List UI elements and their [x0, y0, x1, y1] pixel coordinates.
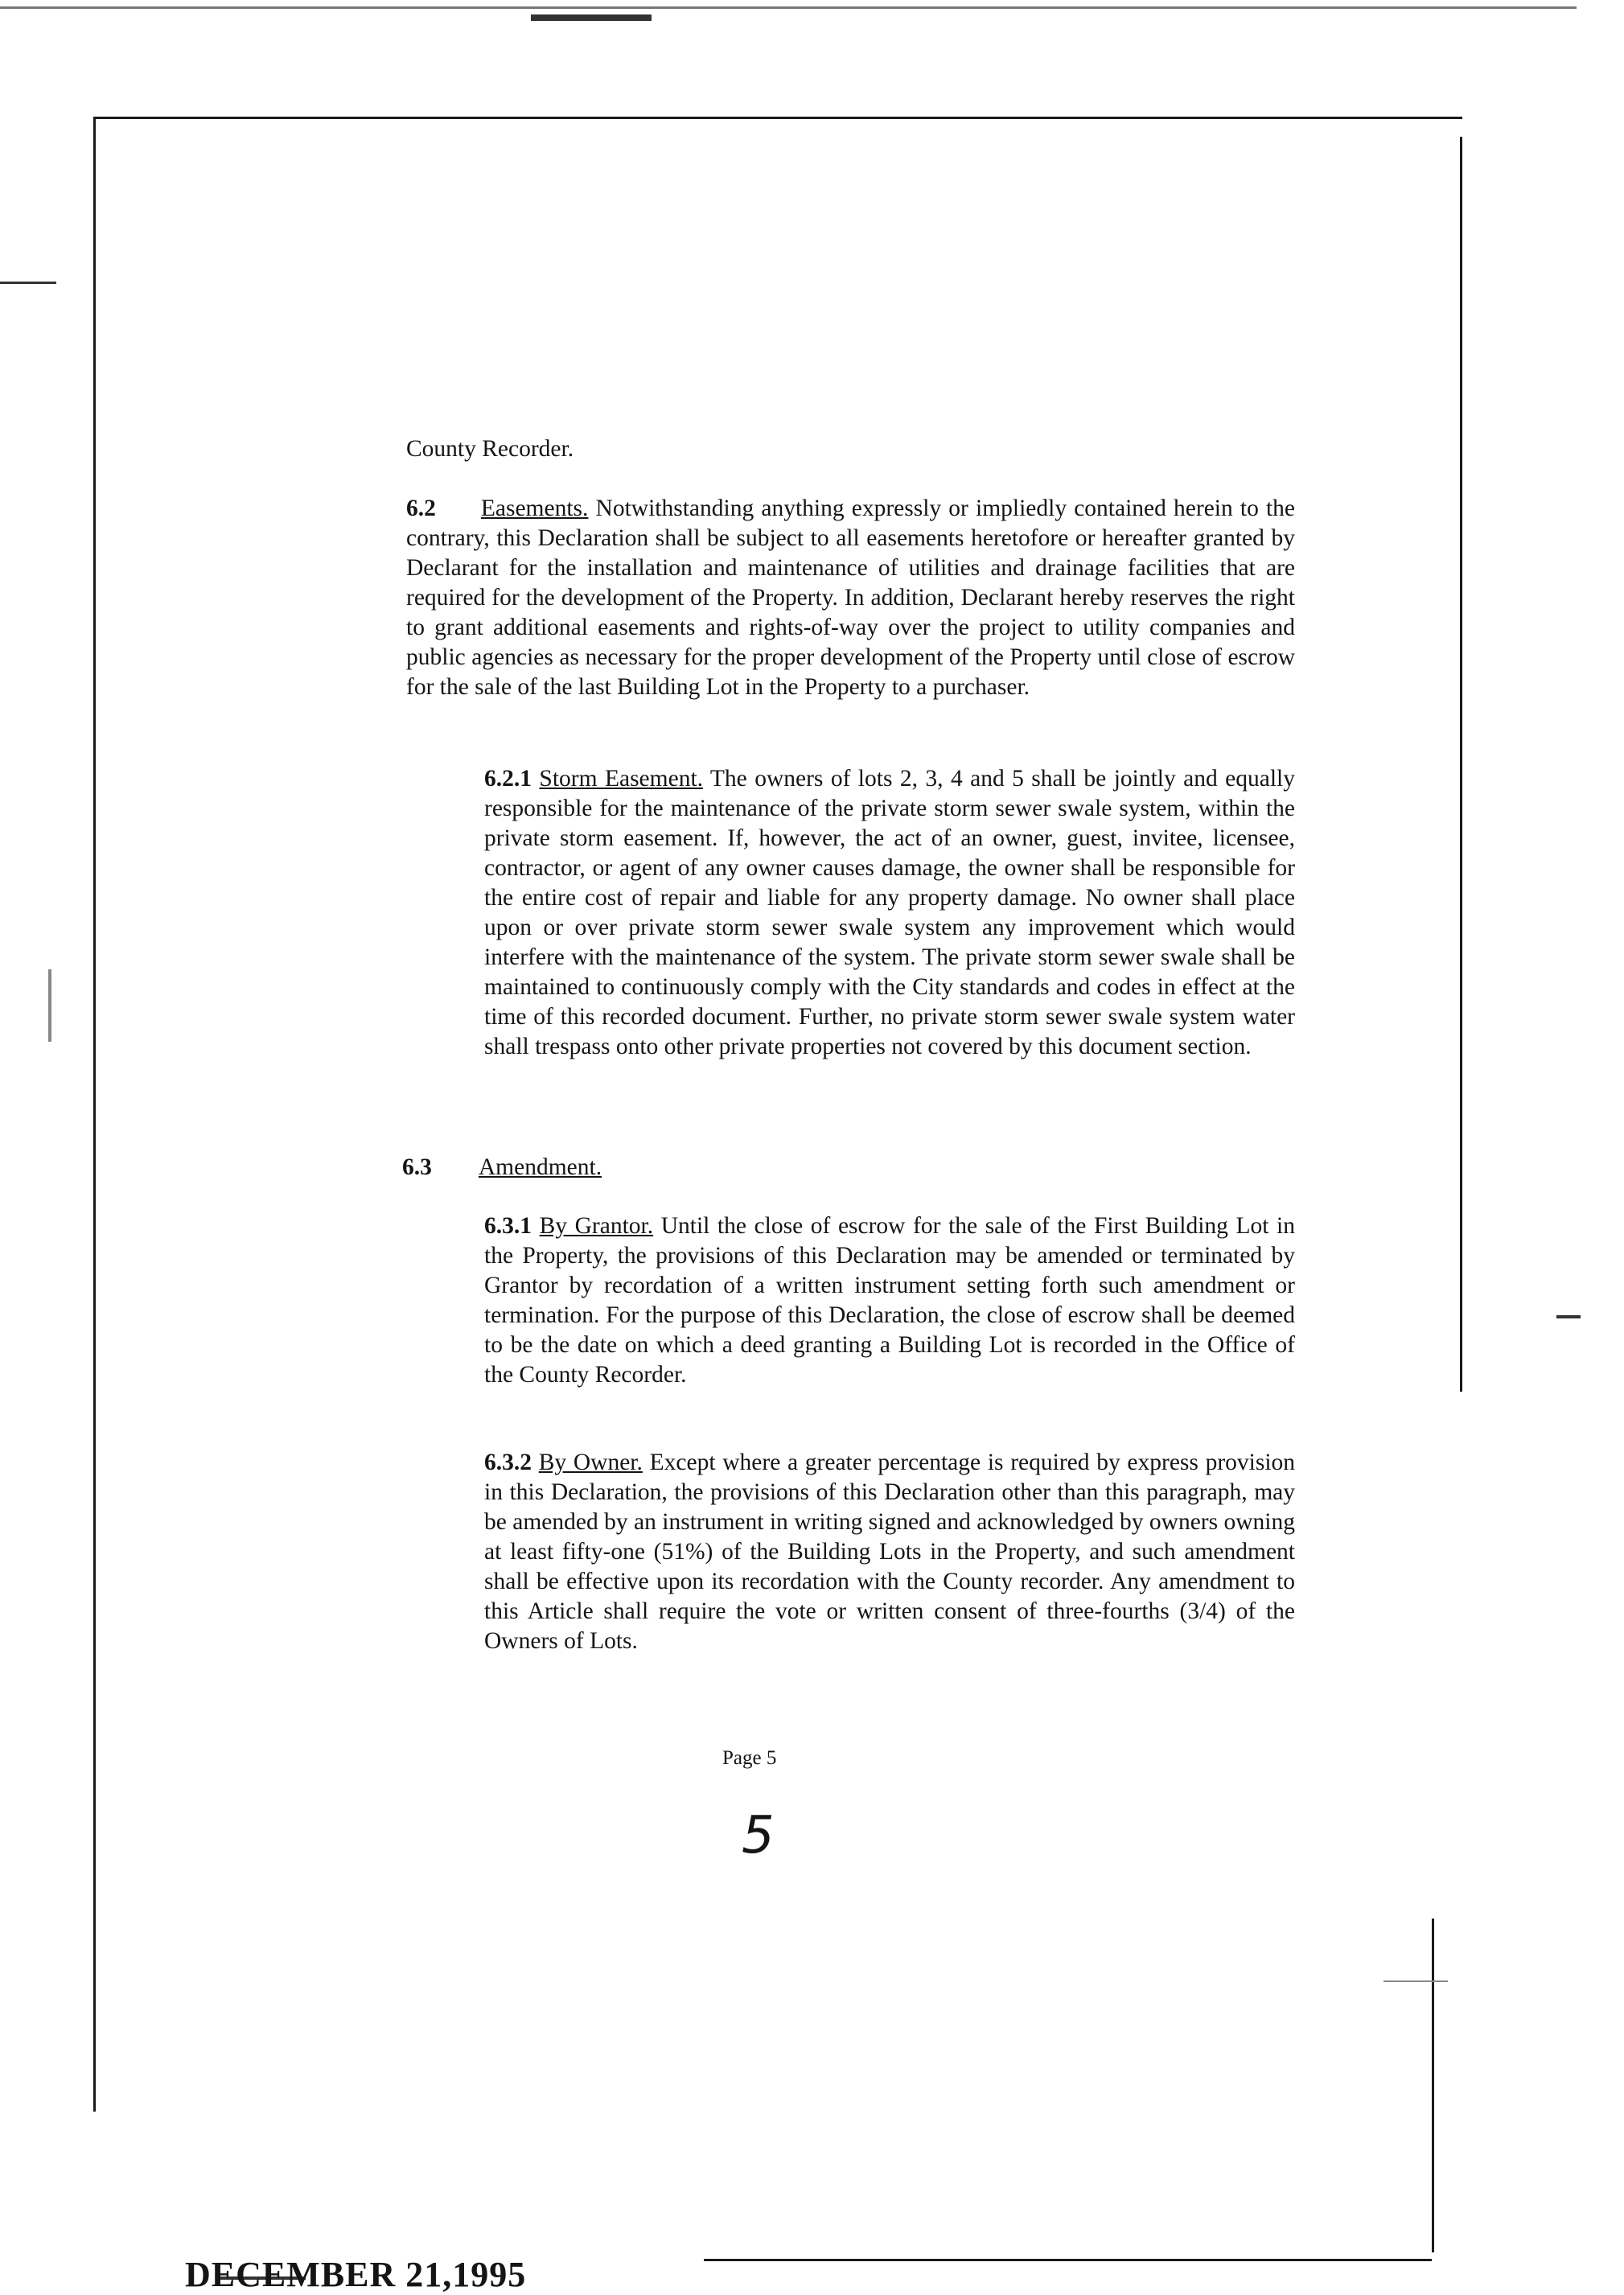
copy-artifact	[531, 14, 652, 21]
section-number: 6.3.2	[484, 1450, 532, 1475]
section-number: 6.3.1	[484, 1213, 532, 1239]
page-number-label: Page 5	[722, 1747, 777, 1769]
section-number: 6.2.1	[484, 766, 532, 792]
copy-artifact	[1383, 1980, 1448, 1982]
copy-artifact	[48, 969, 51, 1042]
bottom-rule	[704, 2259, 1432, 2261]
page-border-left	[93, 117, 96, 2112]
section-title: Easements.	[480, 496, 589, 521]
section-title: By Grantor.	[539, 1213, 654, 1239]
section-title: By Owner.	[538, 1450, 643, 1475]
section-6-3-heading	[402, 1153, 602, 1182]
page-border-right	[1460, 137, 1462, 1392]
copy-artifact	[0, 282, 56, 284]
handwritten-page-number: 5	[742, 1806, 775, 1865]
section-6-3-2	[484, 1448, 1295, 1656]
section-number: 6.2	[406, 496, 436, 521]
continuation-text: County Recorder.	[406, 436, 574, 462]
copy-artifact	[0, 6, 1577, 9]
section-6-2-1	[484, 764, 1295, 1062]
section-text: Except where a greater percentage is required by express provision in this Declaration, the provisions of this Declaration other than this paragraph, may be amended by an instrument in writing signed and acknowledged by owners owning at least fifty-one (51%) of the Building Lots in the Property, and such amendment shall be effective upon its recordation with the County recorder. Any amendment to this Article shall require the vote or written consent of three-fourths (3/4) of the Owners of Lots.	[484, 1450, 1296, 1654]
date-stamp: DECEMBER 21,1995	[185, 2255, 527, 2294]
section-number: 6.3	[402, 1154, 432, 1180]
page-border-right-lower	[1432, 1919, 1434, 2252]
section-6-3-1	[484, 1211, 1295, 1390]
section-text: Until the close of escrow for the sale of the First Building Lot in the Property, the provisions of this Declaration may be amended or terminated by Grantor by recordation of a written instrument setting forth such amendment or termination. For the purpose of this Declaration, the close of escrow shall be deemed to be the date on which a deed granting a Building Lot is recorded in the Office of the County Recorder.	[484, 1213, 1296, 1388]
section-6-2	[406, 494, 1295, 702]
section-title: Storm Easement.	[539, 766, 704, 792]
section-text: The owners of lots 2, 3, 4 and 5 shall be jointly and equally responsible for the maintenance of the private storm sewer swale system, within the private storm easement. If, however, the act of an owner, guest, invitee, licensee, contractor, or agent of any owner causes damage, the owner shall be responsible for the entire cost of repair and liable for any property damage. No owner shall place upon or over private storm sewer swale system any improvement which would interfere with the maintenance of the system. The private storm sewer swale shall be maintained to continuously comply with the City standards and codes in effect at the time of this recorded document. Further, no private storm sewer swale system water shall trespass onto other private properties not covered by this document section.	[484, 766, 1295, 1059]
copy-artifact	[1556, 1315, 1581, 1318]
section-text: Notwithstanding anything expressly or impliedly contained herein to the contrary, this Declaration shall be subject to all easements heretofore or hereafter granted by Declarant for the installation and maintenance of utilities and drainage facilities that are required for the development of the Property. In addition, Declarant hereby reserves the right to grant additional easements and rights-of-way over the project to utility companies and public agencies as necessary for the proper development of the Property until close of escrow for the sale of the last Building Lot in the Property to a purchaser.	[406, 496, 1295, 700]
section-title: Amendment.	[478, 1154, 602, 1180]
page-border-top	[95, 117, 1462, 119]
